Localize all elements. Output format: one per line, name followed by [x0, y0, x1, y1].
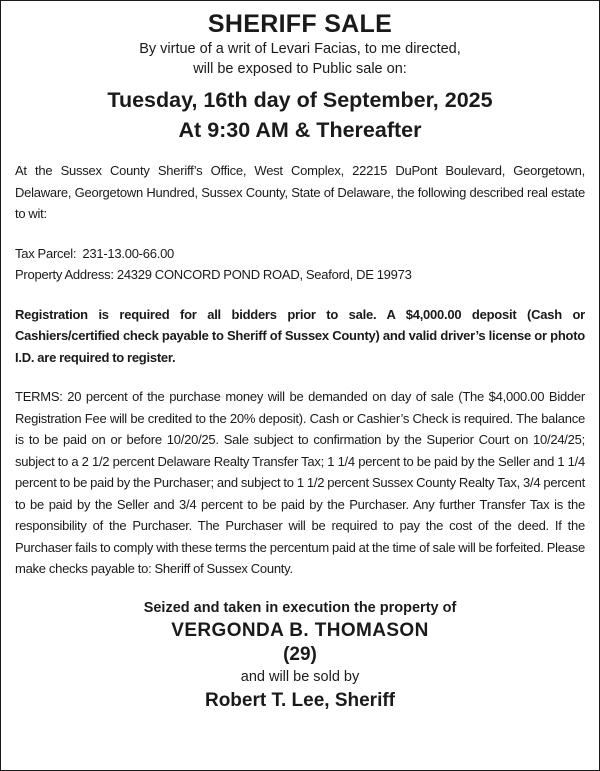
sale-time: At 9:30 AM & Thereafter — [178, 118, 422, 142]
notice-header — [15, 9, 585, 145]
property-owner-name: VERGONDA B. THOMASON — [171, 619, 429, 641]
sheriff-name: Robert T. Lee, Sheriff — [204, 689, 396, 711]
property-address: Property Address: 24329 CONCORD POND ROAD, Seaford, DE 19973 — [15, 267, 412, 282]
property-info — [15, 243, 585, 286]
registration-paragraph: Registration is required for all bidders prior to sale. A $4,000.00 deposit (Cash or Cashiers/certified check payable to Sheriff of Sussex County) and valid driver’s license or photo I.D. are required to register. — [15, 306, 585, 365]
location-paragraph: At the Sussex County Sheriff’s Office, West Complex, 22215 DuPont Boulevard, Georgetown, Delaware, Georgetown Hundred, Sussex County, State of Delaware, the following described real estate to wit: — [15, 163, 585, 221]
notice-title: SHERIFF SALE — [207, 10, 393, 38]
writ-line-1: By virtue of a writ of Levari Facias, to me directed, — [139, 41, 461, 57]
notice-footer — [15, 598, 585, 715]
sale-date-block — [15, 85, 585, 145]
writ-line-2: will be exposed to Public sale on: — [193, 61, 407, 77]
terms-paragraph: TERMS: 20 percent of the purchase money will be demanded on day of sale (The $4,000.00 Bidder Registration Fee will be credited to the 20% deposit). Cash or Cashier’s Check is required. The balance is to be paid on or before 10/20/25. Sale subject to confirmation by the Superior Court on 10/24/25; subject to a 2 1/2 percent Delaware Realty Transfer Tax; 1 1/4 percent to be paid by the Seller and 1 1/4 percent to be paid by the Purchaser; and subject to 1 1/2 percent Sussex County Realty Tax, 3/4 percent to be paid by the Seller and 3/4 percent to be paid by the Purchaser. Any further Transfer Tax is the responsibility of the Purchaser. The Purchaser will be required to pay the cost of the deed. If the Purchaser fails to comply with these terms the percentum paid at the time of sale will be forfeited. Please make checks payable to: Sheriff of Sussex County. — [15, 389, 585, 576]
property-owner-number: (29) — [283, 643, 317, 665]
sold-by-line: and will be sold by — [240, 668, 360, 685]
tax-parcel: Tax Parcel: 231-13.00-66.00 — [15, 245, 175, 261]
sale-date: Tuesday, 16th day of September, 2025 — [107, 88, 493, 112]
seized-line: Seized and taken in execution the property of — [143, 599, 457, 616]
